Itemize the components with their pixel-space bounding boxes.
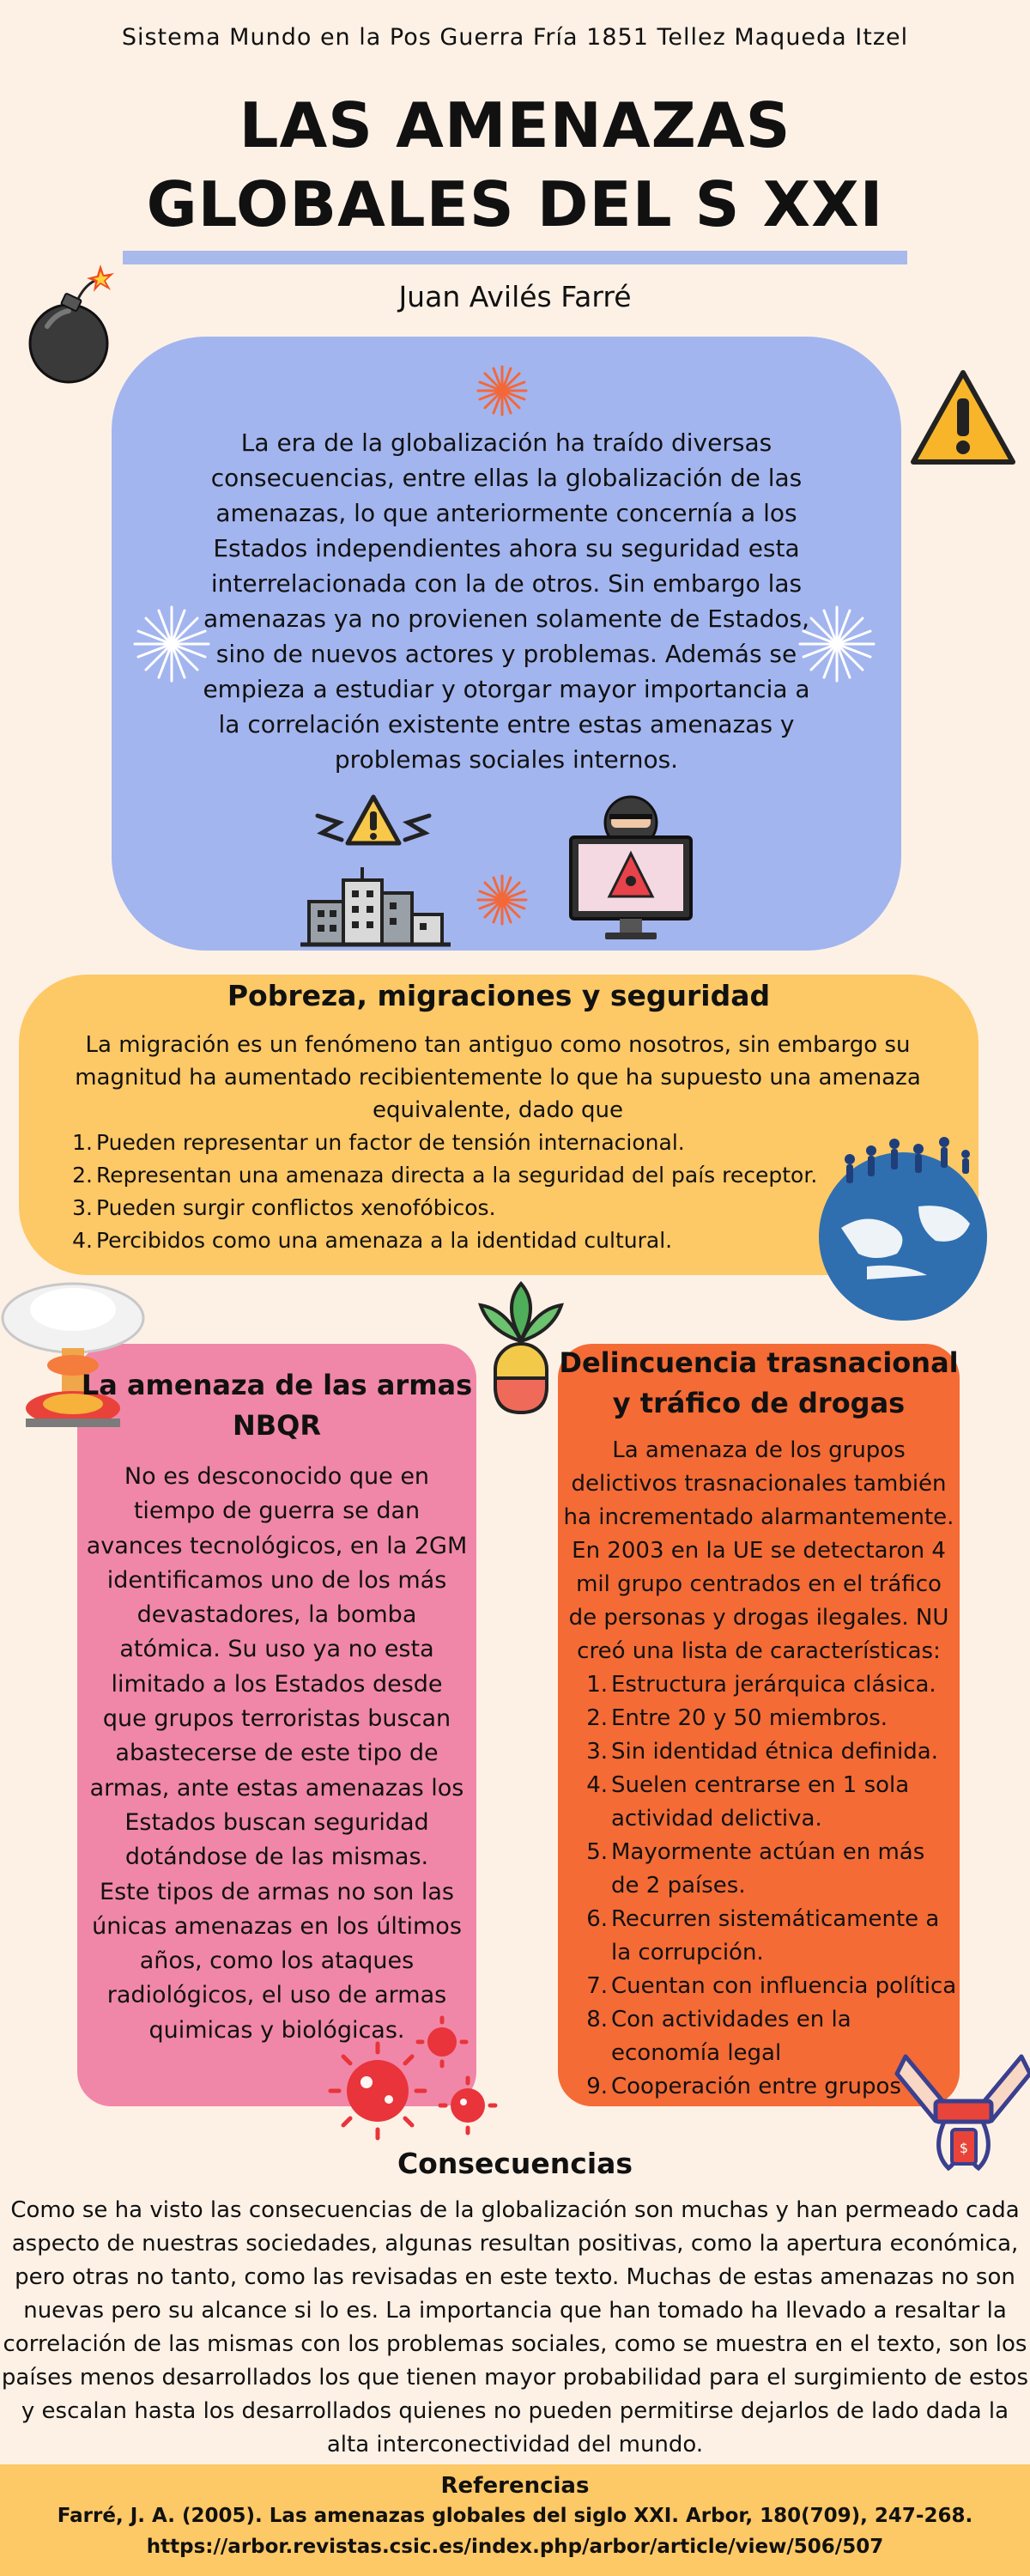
consequences-title: Consecuencias: [397, 2147, 633, 2180]
virus-icon: [322, 2018, 502, 2147]
title-underline: [123, 251, 907, 264]
nbqr-title-line1: La amenaza de las armas: [81, 1369, 473, 1401]
plant-capsule-icon: [476, 1279, 566, 1417]
list-item: 3. Sin identidad étnica definida.: [586, 1739, 938, 1765]
nbqr-paragraph-1: No es desconocido que en tiempo de guerra se dan avances tecnológicos, en la 2GM identificamos uno de los más devastadores, la bomba atómica. Su uso ya no esta limitado a los Estados desde que grupos terroristas buscan abastecerse de este tipo de armas, ante estas amenazas los Estados buscan seguridad dotándose de las mismas.: [86, 1463, 468, 1871]
crime-title: [558, 1343, 960, 1424]
list-item: 5. Mayormente actúan en más de 2 países.: [586, 1839, 925, 1899]
list-item: 9. Cooperación entre grupos: [586, 2074, 901, 2099]
alert-icon: [309, 790, 438, 859]
migrants-globe-icon: [815, 1125, 991, 1279]
list-item: 4. Suelen centrarse en 1 sola actividad delictiva.: [586, 1772, 910, 1832]
poverty-list: [69, 1127, 841, 1257]
sparkle-icon: [476, 365, 528, 416]
sparkle-icon: [476, 874, 528, 926]
list-item: 7. Cuentan con influencia política: [586, 1973, 957, 1999]
nbqr-title-line2: NBQR: [232, 1409, 321, 1442]
consequences-text: Como se ha visto las consecuencias de la globalización son muchas y han permeado cada aspecto de nuestras sociedades, algunas resultan positivas, como la apertura económica, pero otras no tanto, como las revisadas en este texto. Muchas de estas amenazas no son nuevas pero su alcance si lo es. La importancia que han tomado ha llevado a resaltar la correlación de las mismas con los problemas sociales, como se muestra en el texto, son los países menos desarrollados los que tienen mayor probabilidad para el surgimiento de estos y escalan hasta los desarrollados quienes no pueden permitirse dejarlos de lado dada la alta interconectividad del mundo.: [1, 2197, 1029, 2458]
crime-title-line1: Delincuencia trasnacional: [559, 1346, 959, 1379]
list-item: 1. Estructura jerárquica clásica.: [586, 1672, 936, 1698]
svg-text:$: $: [959, 2140, 969, 2156]
course-info: Sistema Mundo en la Pos Guerra Fría 1851 Tellez Maqueda Itzel: [121, 24, 909, 51]
reference-citation: Farré, J. A. (2005). Las amenazas globales del siglo XXI. Arbor, 180(709), 247-268.: [57, 2505, 973, 2527]
bomb-icon: [21, 258, 116, 386]
page-title: [0, 86, 1030, 244]
list-item: 2. Representan una amenaza directa a la seguridad del país receptor.: [72, 1163, 818, 1188]
crime-title-line2: y tráfico de drogas: [612, 1387, 906, 1419]
nbqr-text: [86, 1460, 468, 2048]
crime-list: [582, 1668, 960, 2104]
list-item: 1. Pueden representar un factor de tensión internacional.: [72, 1130, 685, 1155]
list-item: 6. Recurren sistemáticamente a la corrupción.: [586, 1906, 940, 1965]
warning-icon: [908, 368, 1018, 469]
references-title: Referencias: [440, 2473, 590, 2499]
list-item: 3. Pueden surgir conflictos xenofóbicos.: [72, 1195, 496, 1220]
author: Juan Avilés Farré: [398, 280, 632, 313]
list-item: 2. Entre 20 y 50 miembros.: [586, 1705, 888, 1731]
nbqr-paragraph-2: Este tipos de armas no son las únicas amenazas en los últimos años, como los ataques radiológicos, el uso de armas quimicas y biológicas.: [92, 1878, 462, 2044]
poverty-text: La migración es un fenómeno tan antiguo como nosotros, sin embargo su magnitud ha aumentado recibientemente lo que ha supuesto una amenaza equivalente, dado que: [75, 1032, 921, 1123]
hacker-computer-icon: [566, 790, 695, 945]
intro-text: La era de la globalización ha traído diversas consecuencias, entre ellas la globalización de las amenazas, lo que anteriormente concernía a los Estados independientes ahora su seguridad esta interrelacionada con la de otros. Sin embargo las amenazas ya no provienen solamente de Estados, sino de nuevos actores y problemas. Además se empieza a estudiar y otorgar mayor importancia a la correlación existente entre estas amenazas y problemas sociales internos.: [203, 428, 810, 774]
reference-url[interactable]: https://arbor.revistas.csic.es/index.php/arbor/article/view/506/507: [146, 2536, 884, 2558]
crime-text: La amenaza de los grupos delictivos trasnacionales también ha incrementado alarmantemente. En 2003 en la UE se detectaron 4 mil grupo centrados en el tráfico de personas y drogas ilegales. NU creó una lista de características:: [563, 1437, 954, 1664]
page-title-line2: GLOBALES DEL S XXI: [146, 168, 884, 240]
list-item: 4. Percibidos como una amenaza a la identidad cultural.: [72, 1228, 673, 1253]
list-item: 8. Con actividades en la economía legal: [586, 2007, 851, 2066]
poverty-title: Pobreza, migraciones y seguridad: [227, 979, 771, 1012]
nbqr-title: [77, 1365, 476, 1446]
page-title-line1: LAS AMENAZAS: [239, 89, 791, 161]
city-icon: [300, 863, 451, 949]
